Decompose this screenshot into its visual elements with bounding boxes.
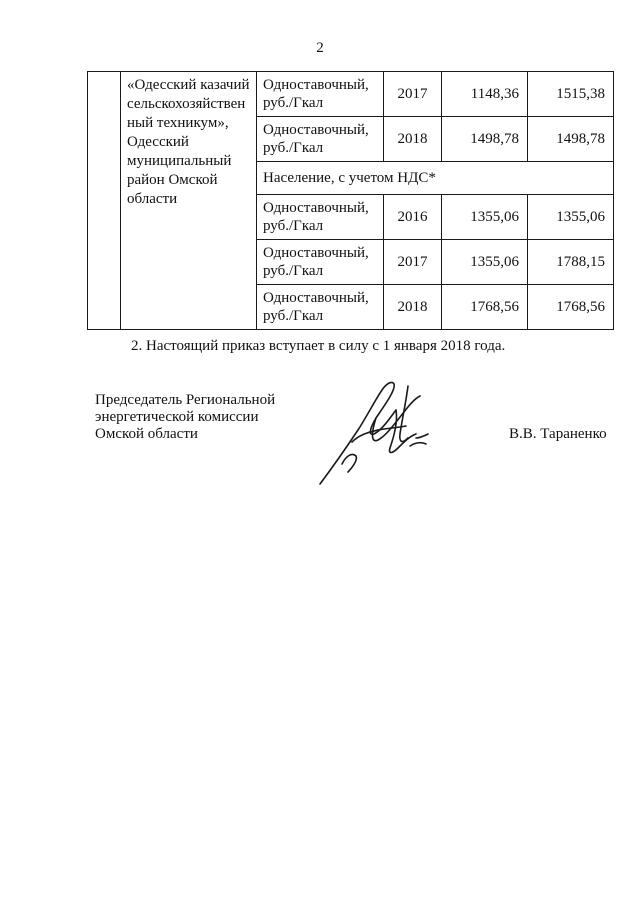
second-half-value-cell: 1768,56 bbox=[528, 285, 614, 330]
signature bbox=[312, 372, 442, 492]
year-cell: 2017 bbox=[384, 72, 442, 117]
signer-title: Председатель Региональной энергетической комиссии Омской области bbox=[95, 392, 276, 442]
year-cell: 2018 bbox=[384, 117, 442, 162]
tariff-table bbox=[87, 71, 614, 330]
table-row bbox=[88, 72, 614, 117]
order-clause: 2. Настоящий приказ вступает в силу с 1 января 2018 года. bbox=[131, 338, 506, 354]
section-label: Население, с учетом НДС* bbox=[257, 162, 614, 195]
second-half-value-cell: 1515,38 bbox=[528, 72, 614, 117]
tariff-type-cell: Одноставочный, руб./Гкал bbox=[257, 72, 384, 117]
second-half-value-cell: 1355,06 bbox=[528, 195, 614, 240]
first-half-value-cell: 1355,06 bbox=[442, 195, 528, 240]
year-cell: 2017 bbox=[384, 240, 442, 285]
organization-cell: «Одесский казачий сельскохозяйствен ный техникум», Одесский муниципальный район Омской области bbox=[121, 72, 257, 330]
first-half-value-cell: 1498,78 bbox=[442, 117, 528, 162]
second-half-value-cell: 1788,15 bbox=[528, 240, 614, 285]
first-half-value-cell: 1768,56 bbox=[442, 285, 528, 330]
second-half-value-cell: 1498,78 bbox=[528, 117, 614, 162]
year-cell: 2018 bbox=[384, 285, 442, 330]
tariff-type-cell: Одноставочный, руб./Гкал bbox=[257, 117, 384, 162]
year-cell: 2016 bbox=[384, 195, 442, 240]
tariff-type-cell: Одноставочный, руб./Гкал bbox=[257, 240, 384, 285]
first-half-value-cell: 1355,06 bbox=[442, 240, 528, 285]
signer-name: В.В. Тараненко bbox=[509, 426, 607, 442]
tariff-type-cell: Одноставочный, руб./Гкал bbox=[257, 195, 384, 240]
index-cell bbox=[88, 72, 121, 330]
first-half-value-cell: 1148,36 bbox=[442, 72, 528, 117]
tariff-type-cell: Одноставочный, руб./Гкал bbox=[257, 285, 384, 330]
page-number: 2 bbox=[316, 40, 324, 56]
